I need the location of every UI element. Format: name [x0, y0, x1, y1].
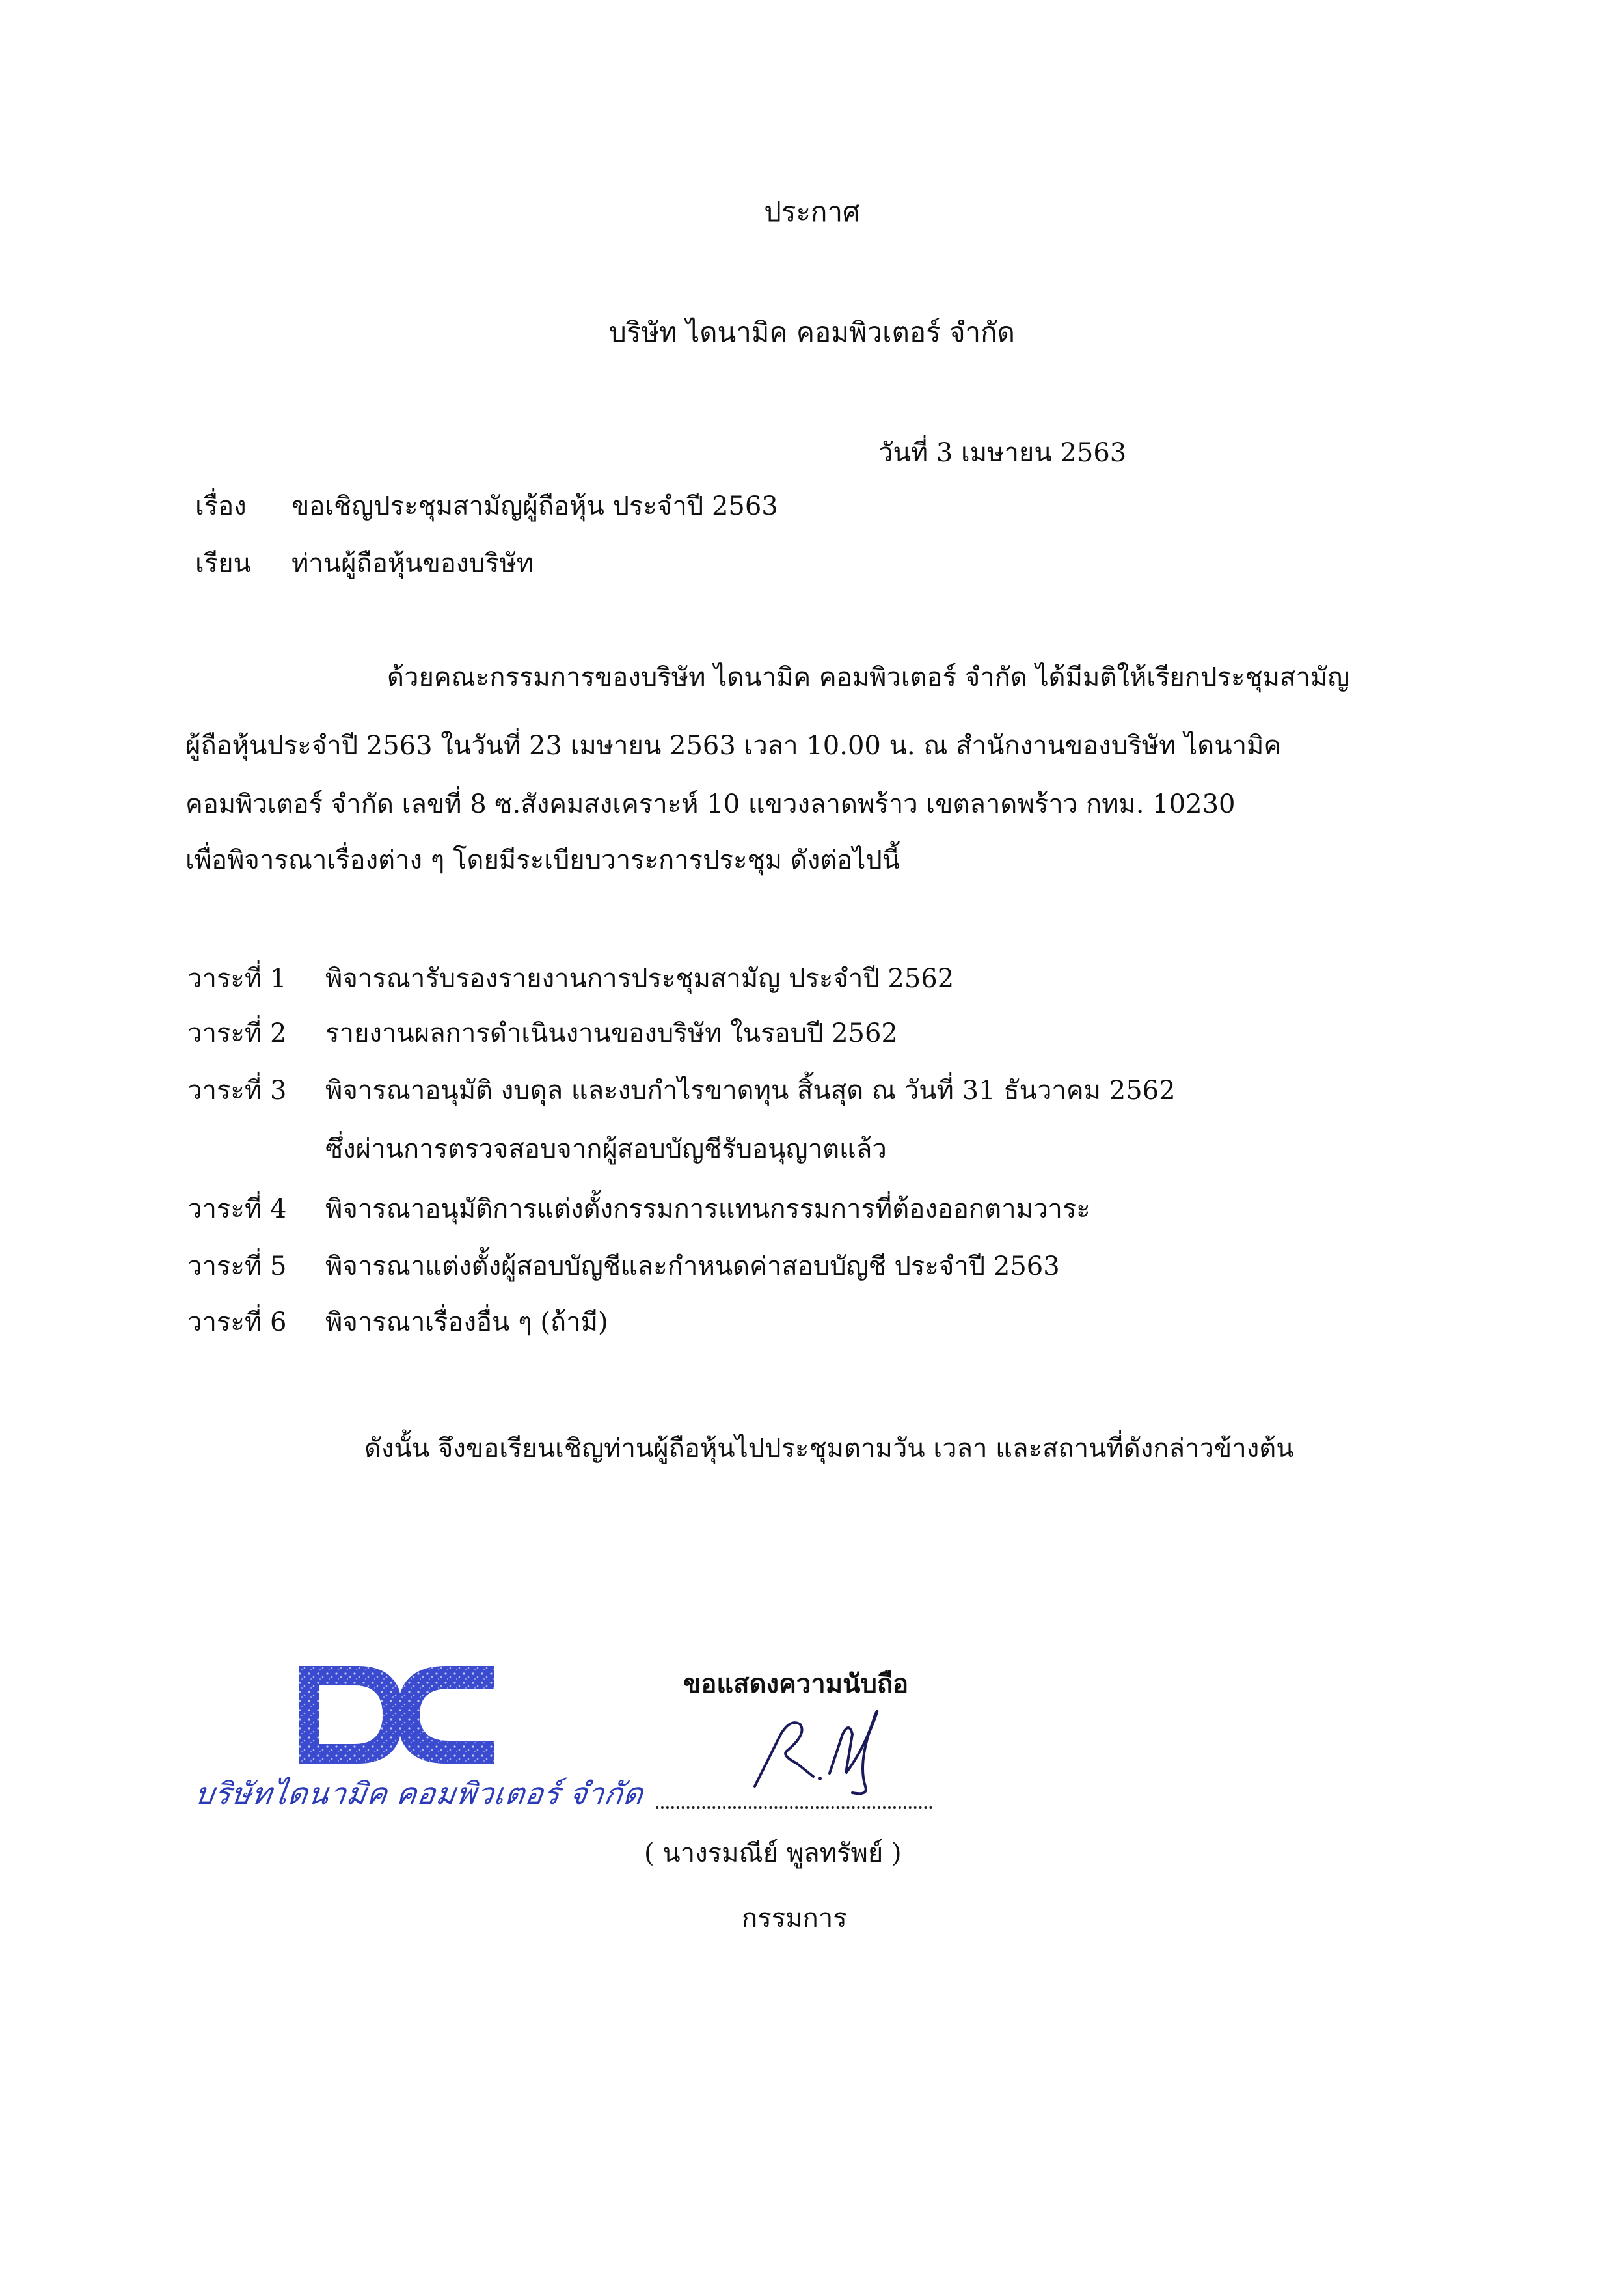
agenda-item-number: วาระที่ 3: [187, 1076, 287, 1106]
closing-sentence: ดังนั้น จึงขอเรียนเชิญท่านผู้ถือหุ้นไปประชุมตามวัน เวลา และสถานที่ดังกล่าวข้างต้น: [364, 1434, 1294, 1464]
body-paragraph-line: คอมพิวเตอร์ จำกัด เลขที่ 8 ซ.สังคมสงเคราะห์ 10 แขวงลาดพร้าว เขตลาดพร้าว กทม. 10230: [185, 789, 1236, 819]
stamp-dc-mark: [299, 1666, 494, 1764]
agenda-item-number: วาระที่ 1: [187, 964, 287, 994]
stamp-company-text: บริษัทไดนามิค คอมพิวเตอร์ จำกัด: [193, 1777, 646, 1810]
document-date: วันที่ 3 เมษายน 2563: [878, 438, 1127, 468]
signer-title: กรรมการ: [742, 1903, 847, 1933]
body-paragraph-line: ด้วยคณะกรรมการของบริษัท ไดนามิค คอมพิวเตอร์ จำกัด ได้มีมติให้เรียกประชุมสามัญ: [387, 662, 1350, 692]
agenda-item-number: วาระที่ 4: [187, 1194, 287, 1224]
agenda-item-text: พิจารณาอนุมัติ งบดุล และงบกำไรขาดทุน สิ้นสุด ณ วันที่ 31 ธันวาคม 2562: [325, 1076, 1176, 1106]
subject-text: ขอเชิญประชุมสามัญผู้ถือหุ้น ประจำปี 2563: [291, 491, 778, 521]
agenda-item-text-continued: ซึ่งผ่านการตรวจสอบจากผู้สอบบัญชีรับอนุญาตแล้ว: [325, 1134, 887, 1164]
agenda-item-number: วาระที่ 6: [187, 1307, 287, 1337]
company-name: บริษัท ไดนามิค คอมพิวเตอร์ จำกัด: [609, 316, 1015, 348]
body-paragraph-line: ผู้ถือหุ้นประจำปี 2563 ในวันที่ 23 เมษายน 2563 เวลา 10.00 น. ณ สำนักงานของบริษัท ไดนามิค: [185, 731, 1282, 761]
regards-text: ขอแสดงความนับถือ: [683, 1669, 909, 1699]
agenda-item-text: พิจารณาแต่งตั้งผู้สอบบัญชีและกำหนดค่าสอบบัญชี ประจำปี 2563: [325, 1251, 1060, 1281]
signature-line: [656, 1806, 932, 1809]
company-stamp-logo: [189, 1653, 579, 1848]
handwritten-signature: [735, 1695, 904, 1806]
agenda-item-text: พิจารณาเรื่องอื่น ๆ (ถ้ามี): [325, 1307, 608, 1337]
agenda-item-text: พิจารณารับรองรายงานการประชุมสามัญ ประจำปี 2562: [325, 964, 954, 994]
agenda-item-number: วาระที่ 2: [187, 1018, 287, 1048]
agenda-item-text: พิจารณาอนุมัติการแต่งตั้งกรรมการแทนกรรมการที่ต้องออกตามวาระ: [325, 1194, 1090, 1224]
recipient-text: ท่านผู้ถือหุ้นของบริษัท: [291, 549, 534, 579]
document-title: ประกาศ: [764, 196, 860, 228]
signer-name: ( นางรมณีย์ พูลทรัพย์ ): [644, 1838, 902, 1868]
body-paragraph-line: เพื่อพิจารณาเรื่องต่าง ๆ โดยมีระเบียบวาระการประชุม ดังต่อไปนี้: [185, 845, 900, 875]
agenda-item-text: รายงานผลการดำเนินงานของบริษัท ในรอบปี 2562: [325, 1018, 898, 1048]
subject-label: เรื่อง: [195, 491, 247, 521]
agenda-item-number: วาระที่ 5: [187, 1251, 287, 1281]
recipient-label: เรียน: [195, 549, 251, 579]
